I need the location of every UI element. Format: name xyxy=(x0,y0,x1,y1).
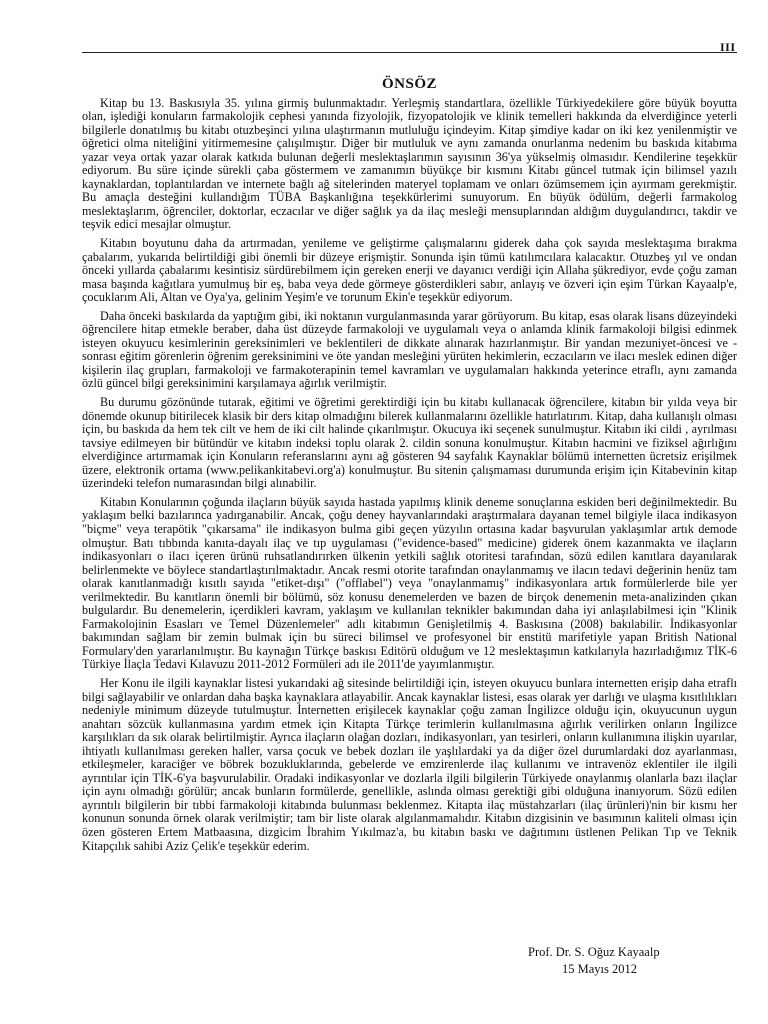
author-name: Prof. Dr. S. Oğuz Kayaalp xyxy=(528,945,660,959)
paragraph-2: Kitabın boyutunu daha da artırmadan, yenileme ve geliştirme çalışmalarını giderek daha çok sayıda meslektaşıma bırakma çabalarım, yukarıda belirtildiği gibi önemli bir düzeye erişmiştir. Sonunda işin tümü katılımcılara kalacaktır. Otuzbeş yıl ve ondan önceki yıllarda çabalarımı kesintisiz sürdürebilmem için gereken enerji ve dayanıcı verdiği için Allaha şükrediyor, evde çoğu zaman masa başında kağıtlara yumulmuş bir eş, baba veya dede görmeye gösterdikleri sabır, anlayış ve özveri için eşim Türkan Kayaalp'e, çocuklarım Ali, Altan ve Oya'ya, gelinim Yeşim'e ve torunum Ekin'e teşekkür ediyorum. xyxy=(82,236,737,305)
signature-block xyxy=(528,944,708,978)
preface-body xyxy=(82,78,737,858)
paragraph-5: Kitabın Konularının çoğunda ilaçların büyük sayıda hastada yapılmış klinik deneme sonuçlarına eskiden beri değinilmektedir. Bu yaklaşım belki bazılarınca yadırganabilir. Ancak, çoğu deney hayvanlarındaki araştırmalara dayanan temel bilgiyle ilaca indikasyon "biçme" veya terapötik "çıkarsama" ile indikasyon bulma gibi geçen yüzyılın ortasına kadar başvurulan yaklaşımlar artık demode olmuştur. Batı tıbbında kanıta-dayalı ilaç ve tıp uygulaması ("evidence-based" medicine) giderek önem kazanmakta ve ilaçların indikasyonları o ilacı içeren ürünü ruhsatlandırırken ülkenin yetkili sağlık otoritesi tarafından, sözü edilen kanıtlara dayanılarak belirlenmekte ve böylece standartlaştırılmaktadır. Ancak resmi otorite tarafından onaylanmamış ve ilacın tedavi değerinin henüz tam olarak kanıtlanmadığı kısıtlı sayıda "etiket-dışı" ("offlabel") veya "onaylanmamış" indikasyonlara artık formülerlerde bile yer verilmektedir. Bu kanıtların önemli bir bölümü, söz konusu denemelerden ve bazen de birçok denemenin meta-analizinden çıkan bulgulardır. Bu denemelerin, içerdikleri kavram, yaklaşım ve kullanılan teknikler bakımından daha iyi anlaşılabilmesi için "Klinik Farmakolojinin Esasları ve Temel Düzenlemeler" adlı kitabımın Genişletilmiş 4. Baskısına (2008) bakılabilir. İndikasyonlar bakımından sağlam bir zemin bulmak için bu süreci bilimsel ve profesyonel bir enstitü marifetiyle yapan British National Formulary'den yararlanılmıştır. Bu kaynağın Türkçe baskısı Editörü olduğum ve 12 meslektaşımın katkılarıyla hazırladığımız TİK-6 Türkiye İlaçla Tedavi Kılavuzu 2011-2012 Formüleri adı ile 2011'de yayımlanmıştır. xyxy=(82,494,737,672)
paragraph-3: Daha önceki baskılarda da yaptığım gibi, iki noktanın vurgulanmasında yarar görüyorum. Bu kitap, esas olarak lisans düzeyindeki öğrencilere hitap etmekle beraber, daha üst düzeyde farmakoloji ve uygulamalı veya o anlamda klinik farmakoloji bilgisi edinmek isteyen okuyucu kesimlerinin gereksinimleri ve beklentileri de dikkate alınarak hazırlanmıştır. Bir yandan mezuniyet-öncesi ve -sonrası eğitim görenlerin öğrenim gereksinimini ve öte yandan mesleğini yürüten hekimlerin, eczacıların ve ilacı meslek edinen diğer kişilerin ilaç grupları, farmakoloji ve farmakoterapinin temel kavramları ve uygulamaları hakkında yeterince etraflı, aynı zamanda özlü güncel bilgi gereksinimini karşılamaya ağırlık verilmiştir. xyxy=(82,308,737,391)
paragraph-6: Her Konu ile ilgili kaynaklar listesi yukarıdaki ağ sitesinde belirtildiği için, isteyen okuyucu bunlara internetten erişip daha etraflı bilgi sağlayabilir ve onlardan daha başka kaynaklara atlayabilir. Ancak kaynaklar listesi, esas olarak yer darlığı ve ulaşma kısıtlılıkları nedeniyle minimum düzeyde tutulmuştur. İnternetten erişilecek kaynaklar çoğu zaman İngilizce olduğu için, okuyucunun uygun anahtarı sözcük kullanmasına yardım etmek için Kitapta Türkçe terimlerin kullanılmasına ağırlık verilirken onların İngilizce karşılıkları da sık olarak belirtilmiştir. Ayrıca ilaçların olağan dozları, indikasyonları, yan tesirleri, onların kullanımına ilişkin uyarılar, ihtiyatlı kullanılması gereken haller, varsa çocuk ve bebek dozları ile yaşlılardaki ya da diğer özel durumlardaki doz ayarlanması, etkileşmeler, karaciğer ve böbrek bozukluklarında, gebelerde ve emzirenlerde ilaç kullanımı ve intravenöz eklentiler ile ilgili ayrıntılar için TİK-6'ya başvurulabilir. Oradaki indikasyonlar ve dozlarla ilgili bilgilerin Türkiyede onaylanmış olanlarla bazı ilaçlar için aynı olmadığı görülür; ancak bunların formülerde, genellikle, aslında olması gerektiği gibi olduğuna inanıyorum. Sözü edilen ayrıntılı bilgilerin bir tıbbi farmakoloji kitabında bulunması beklenmez. Kitapta ilaç müstahzarları (ilaç ürünleri)'nin bir kısmı her konunun sonunda örnek olarak verilmiştir; tam bir liste olarak algılanmamalıdır. Kitabın dizgisinin ve basımının kaliteli olması için özen gösteren Ertem Matbaasına, dizgicim İbrahim Yıkılmaz'a, bu kitabın baskı ve dağıtımını üstlenen Pelikan Tıp ve Teknik Kitapçılık sahibi Aziz Çelik'e teşekkür ederim. xyxy=(82,675,737,853)
paragraph-1: Kitap bu 13. Baskısıyla 35. yılına girmiş bulunmaktadır. Yerleşmiş standartlara, özellikle Türkiyedekilere göre büyük boyutta olan, işlediği konuların farmakolojik cephesi yanında fizyolojik, fizyopatolojik ve klinik temelleri hakkında da elverdiğince yeterli bilgilerle donatılmış bu kitabı otuzbeşinci yılına ulaştırmanın mutluluğu içindeyim. Kitap şimdiye kadar on iki kez yenilenmiştir ve öğretici olma niteliğini yitirmemesine çalışılmıştır. Diğer bir mutluluk ve aynı zamanda onurlanma nedenim bu baskıda kitabıma yazar veya ortak yazar olarak katkıda bulunan değerli meslektaşlarımın sayısının 36'ya yükselmiş olmasıdır. Kendilerine teşekkür ediyorum. Bu süre içinde sürekli çaba göstermem ve zamanımın büyükçe bir kısmını Kitabı güncel tutmak için bilimsel yazılı kaynaklardan, toplantılardan ve internete bağlı ağ sitelerinden materyel toplamam ve onları özümsemem için ayırmam gerekmiştir. Bu amaçla desteğini kullandığım TÜBA Başkanlığına teşekkürlerimi sunuyorum. En büyük ödülüm, değerli farmakolog meslektaşlarım, öğrenciler, doktorlar, eczacılar ve diğer sağlık ya da ilaç mesleği mensuplarından aldığım duygulandırıcı, takdir ve teşvik edici mesajlar olmuştur. xyxy=(82,95,737,232)
header-rule xyxy=(82,52,737,53)
page-number: III xyxy=(720,40,736,54)
paragraph-4: Bu durumu gözönünde tutarak, eğitimi ve öğretimi gerektirdiği için bu kitabı kullanacak öğrencilere, kitabın bir yılda veya bir dönemde okunup bitirilecek klasik bir ders kitap olmadığını bilerek kullanmalarını özellikle hatırlatırım. Kitap, daha kullanışlı olması için, bu baskıda da hem tek cilt ve hem de iki cilt halinde çıkarılmıştır. Okucuya iki seçenek sunulmuştur. Kitabın iki cildi , ayrılması tavsiye edilmeyen bir bütündür ve kitabın indeksi toplu olarak 2. cildin sonuna konulmuştur. Kitabın hacmini ve fiziksel ağırlığını elverdiğince artırmamak için Konuların referanslarını aynı ağ gösteren 94 sayfalık Kaynaklar bölümü internetten ücretsiz erişilmek üzere, elektronik ortama (www.pelikankitabevi.org'a) konulmuştur. Bu sitenin çalışmaması durumunda erişim için Kitabevinin kitap üzerindeki telefon numarasından bilgi alınabilir. xyxy=(82,395,737,491)
signature-date: 15 Mayıs 2012 xyxy=(562,962,637,976)
page-title: ÖNSÖZ xyxy=(381,76,437,92)
